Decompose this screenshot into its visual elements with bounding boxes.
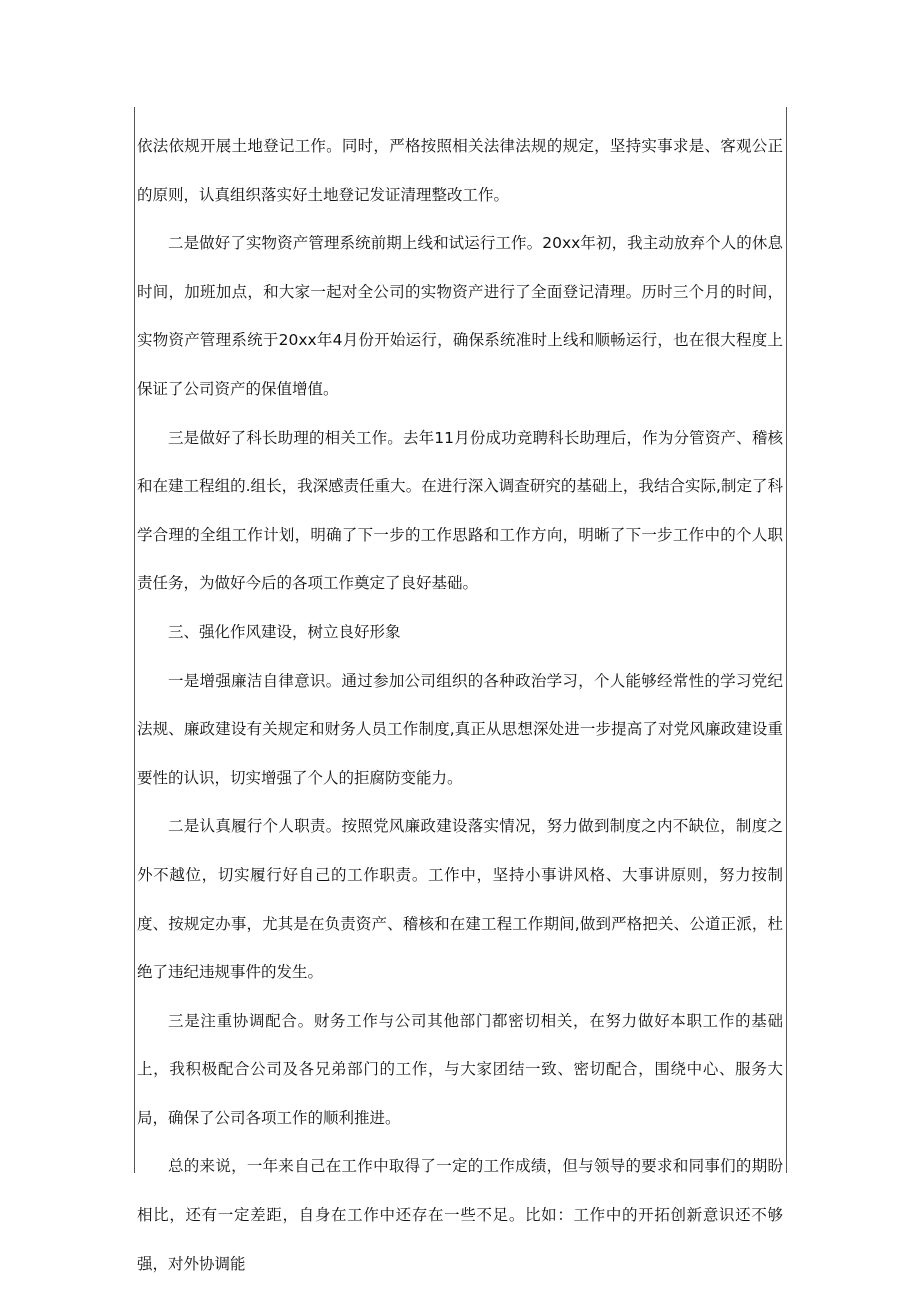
paragraph-integrity-awareness: 一是增强廉洁自律意识。通过参加公司组织的各种政治学习，个人能够经常性的学习党纪法规、廉政建设有关规定和财务人员工作制度,真正从思想深处进一步提高了对党风廉政建设重要性的认识，切实增强了个人的拒腐防变能力。 [137, 671, 783, 787]
left-margin-rule [134, 107, 135, 1173]
paragraph-coordination: 三是注重协调配合。财务工作与公司其他部门都密切相关，在努力做好本职工作的基础上，我积极配合公司及各兄弟部门的工作，与大家团结一致、密切配合，围绕中心、服务大局，确保了公司各项工作的顺利推进。 [137, 1011, 783, 1127]
paragraph-duty-performance: 二是认真履行个人职责。按照党风廉政建设落实情况，努力做到制度之内不缺位，制度之外不越位，切实履行好自己的工作职责。工作中，坚持小事讲风格、大事讲原则，努力按制度、按规定办事，尤其是在负责资产、稽核和在建工程工作期间,做到严格把关、公道正派，杜绝了违纪违规事件的发生。 [137, 817, 783, 982]
paragraph-summary: 总的来说，一年来自己在工作中取得了一定的工作成绩，但与领导的要求和同事们的期盼相比，还有一定差距，自身在工作中还存在一些不足。比如：工作中的开拓创新意识还不够强，对外协调能 [137, 1157, 783, 1273]
paragraph-section-chief-assistant: 三是做好了科长助理的相关工作。去年11月份成功竞聘科长助理后，作为分管资产、稽核和在建工程组的.组长，我深感责任重大。在进行深入调查研究的基础上，我结合实际,制定了科学合理的全组工作计划，明确了下一步的工作思路和工作方向，明晰了下一步工作中的个人职责任务，为做好今后的各项工作奠定了良好基础。 [137, 428, 783, 593]
paragraph-asset-system: 二是做好了实物资产管理系统前期上线和试运行工作。20xx年初，我主动放弃个人的休息时间，加班加点，和大家一起对全公司的实物资产进行了全面登记清理。历时三个月的时间，实物资产管理系统于20xx年4月份开始运行，确保系统准时上线和顺畅运行，也在很大程度上保证了公司资产的保值增值。 [137, 234, 783, 398]
right-margin-rule [786, 107, 787, 1173]
section-heading-work-style: 三、强化作风建设，树立良好形象 [168, 622, 401, 641]
paragraph-land-registration: 依法依规开展土地登记工作。同时，严格按照相关法律法规的规定，坚持实事求是、客观公正的原则，认真组织落实好土地登记发证清理整改工作。 [137, 137, 783, 204]
document-body [137, 122, 783, 1288]
